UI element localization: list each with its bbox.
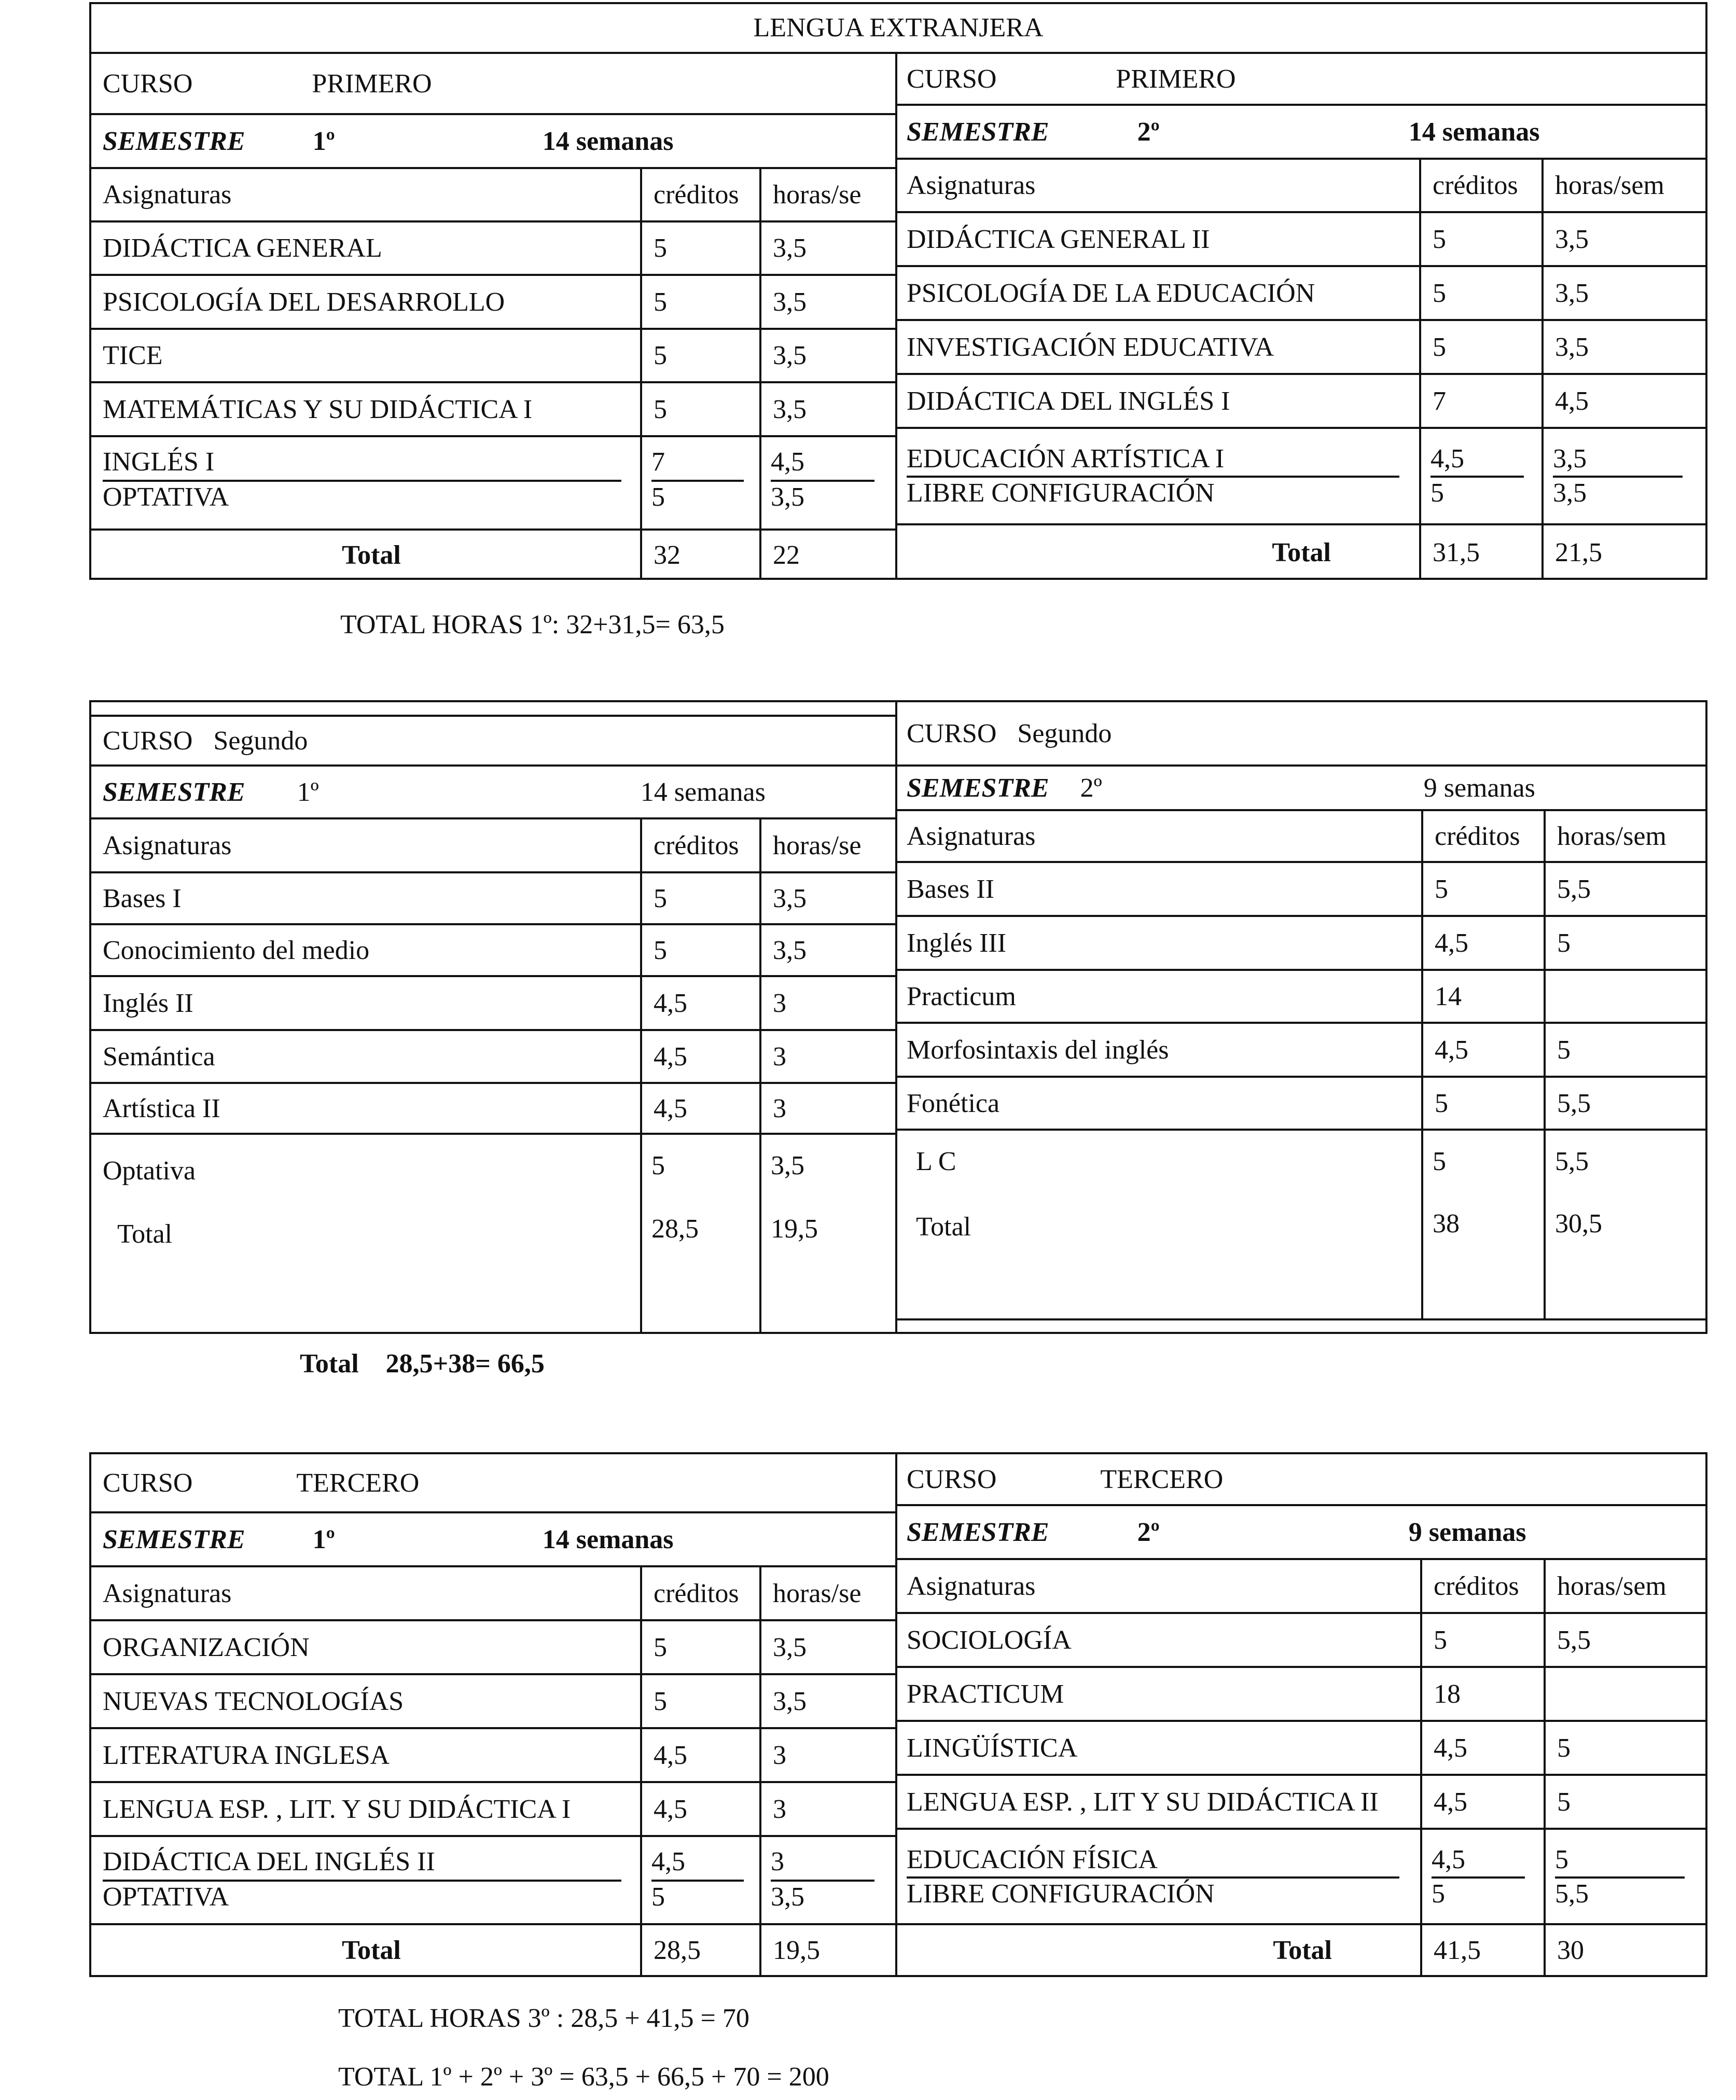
subject-name: SOCIOLOGÍA: [907, 1625, 1072, 1655]
total-label: Total: [1272, 538, 1331, 567]
split-row: [895, 1830, 1705, 1925]
hours-value: 3,5: [771, 482, 804, 512]
subject-name: DIDÁCTICA DEL INGLÉS II: [103, 1847, 435, 1876]
total-hours: 19,5: [771, 1214, 818, 1244]
subject-name: LINGÜÍSTICA: [907, 1733, 1078, 1763]
credits-value: 5: [640, 222, 759, 274]
semestre-label: SEMESTRE: [103, 777, 245, 807]
table-row: [91, 222, 895, 276]
col-header-subjects: Asignaturas: [907, 1571, 1036, 1601]
curso-value: PRIMERO: [312, 68, 432, 99]
subject-name: Inglés III: [907, 928, 1007, 958]
total-label: Total: [1273, 1935, 1332, 1965]
curso-label: CURSO: [907, 64, 997, 94]
table-row: [91, 925, 895, 977]
subject-name: PSICOLOGÍA DE LA EDUCACIÓN: [907, 278, 1315, 308]
col-header-hours: horas/se: [759, 169, 895, 220]
col-header-subjects: Asignaturas: [907, 171, 1036, 200]
subject-name: Fonética: [907, 1088, 1000, 1118]
total-row: [895, 1925, 1705, 1975]
curso-value: PRIMERO: [1116, 64, 1236, 94]
total-label: Total: [342, 1935, 401, 1965]
table-row: [895, 863, 1705, 917]
table-row: [91, 873, 895, 925]
credits-value: 4,5: [1421, 917, 1544, 969]
credits-value: 5: [640, 873, 759, 923]
subject-name: Inglés II: [103, 988, 193, 1018]
hours-value: 3: [759, 1729, 895, 1781]
table-row: [895, 1078, 1705, 1131]
total-credits: 41,5: [1420, 1925, 1544, 1975]
credits-value: 5: [651, 1882, 665, 1912]
table-row: [895, 917, 1705, 971]
year3-summary: TOTAL HORAS 3º : 28,5 + 41,5 = 70: [338, 2004, 749, 2033]
curso-value: Segundo: [1017, 718, 1112, 748]
col-header-subjects: Asignaturas: [103, 180, 232, 210]
split-row: [91, 437, 895, 531]
table-row: [895, 1614, 1705, 1668]
semestre-label: SEMESTRE: [907, 773, 1049, 803]
table-row: [91, 1031, 895, 1084]
total-hours: 19,5: [759, 1925, 895, 1975]
hours-value: 4,5: [1541, 375, 1705, 427]
credits-value: 18: [1420, 1668, 1544, 1720]
table-row: [91, 1729, 895, 1783]
semestre-label: SEMESTRE: [103, 1524, 245, 1554]
col-header-credits: créditos: [640, 1567, 759, 1619]
subject-name: OPTATIVA: [103, 1882, 229, 1912]
hours-value: 3,5: [1541, 213, 1705, 265]
table-row: [895, 321, 1705, 375]
total-credits: 38: [1433, 1209, 1460, 1239]
curso-label: CURSO: [103, 68, 193, 99]
table-row: [895, 971, 1705, 1024]
credits-value: 14: [1421, 971, 1544, 1022]
total-hours: 21,5: [1541, 525, 1705, 580]
subject-name: Bases II: [907, 874, 994, 904]
hours-value: 5: [1544, 917, 1705, 969]
semester-2-panel: [895, 702, 1705, 1332]
hours-value: 3: [759, 1783, 895, 1835]
semestre-value: 1º: [312, 126, 335, 156]
hours-value: 3: [759, 1084, 895, 1133]
col-header-credits: créditos: [1420, 1560, 1544, 1612]
hours-value: 5,5: [1555, 1147, 1589, 1176]
col-header-hours: horas/se: [759, 819, 895, 871]
credits-value: 5: [1419, 321, 1541, 373]
hours-value: 3,5: [771, 1882, 804, 1912]
hours-value: 3,5: [759, 222, 895, 274]
table-row: [895, 1776, 1705, 1830]
table-row: [91, 1621, 895, 1675]
semestre-label: SEMESTRE: [907, 1517, 1049, 1547]
credits-value: 5: [651, 1151, 665, 1180]
credits-value: 5: [651, 482, 665, 512]
subject-name: L C: [916, 1147, 956, 1176]
credits-value: 5: [1433, 1147, 1446, 1176]
subject-name: Bases I: [103, 883, 182, 913]
col-header-credits: créditos: [640, 819, 759, 871]
credits-value: 4,5: [640, 1084, 759, 1133]
subject-name: Practicum: [907, 981, 1016, 1011]
semester-1-panel: [91, 54, 897, 578]
table-row: [895, 1131, 1705, 1320]
credits-value: 4,5: [1431, 444, 1464, 474]
total-credits: 32: [640, 531, 759, 580]
hours-value: 3,5: [1541, 267, 1705, 319]
subject-name: MATEMÁTICAS Y SU DIDÁCTICA I: [103, 394, 533, 424]
hours-value: 5: [1544, 1024, 1705, 1076]
credits-value: 5: [1419, 267, 1541, 319]
subject-name: EDUCACIÓN FÍSICA: [907, 1845, 1158, 1874]
total-credits: 31,5: [1419, 525, 1541, 580]
weeks-value: 9 semanas: [1408, 1517, 1526, 1547]
subject-name: EDUCACIÓN ARTÍSTICA I: [907, 444, 1225, 474]
credits-value: 4,5: [1421, 1024, 1544, 1076]
subject-name: Artística II: [103, 1093, 220, 1123]
total-hours: 30: [1544, 1925, 1705, 1975]
hours-value: 3,5: [771, 1151, 804, 1180]
table-row: [895, 1668, 1705, 1722]
table-row: [895, 1024, 1705, 1078]
year1-summary: TOTAL HORAS 1º: 32+31,5= 63,5: [340, 610, 725, 639]
hours-value: 3: [759, 1031, 895, 1082]
total-row: [91, 531, 895, 580]
hours-value: 3,5: [759, 925, 895, 975]
credits-value: 7: [651, 447, 665, 477]
table-row: [91, 1675, 895, 1729]
credits-value: 7: [1419, 375, 1541, 427]
split-row: [91, 1837, 895, 1925]
curso-value: Segundo: [213, 726, 308, 756]
col-header-subjects: Asignaturas: [103, 1578, 232, 1608]
subject-name: LIBRE CONFIGURACIÓN: [907, 478, 1215, 508]
subject-name: DIDÁCTICA GENERAL: [103, 233, 382, 263]
semestre-value: 2º: [1137, 117, 1160, 147]
semestre-label: SEMESTRE: [103, 126, 245, 156]
hours-value: 5: [1544, 1722, 1705, 1774]
table-row: [91, 276, 895, 330]
total-label: Total: [916, 1212, 971, 1242]
total-credits: 28,5: [651, 1214, 699, 1244]
col-header-hours: horas/sem: [1544, 1560, 1705, 1612]
year2-summary: Total 28,5+38= 66,5: [300, 1349, 545, 1379]
curso-value: TERCERO: [1100, 1464, 1224, 1494]
table-heading: LENGUA EXTRANJERA: [91, 4, 1705, 54]
subject-name: ORGANIZACIÓN: [103, 1632, 310, 1662]
credits-value: 5: [640, 925, 759, 975]
col-header-credits: créditos: [1421, 811, 1544, 861]
credits-value: 4,5: [1420, 1776, 1544, 1828]
subject-name: DIDÁCTICA GENERAL II: [907, 224, 1210, 254]
col-header-subjects: Asignaturas: [103, 830, 232, 860]
subject-name: INVESTIGACIÓN EDUCATIVA: [907, 332, 1274, 362]
credits-value: 5: [640, 330, 759, 381]
table-row: [895, 267, 1705, 321]
hours-value: 4,5: [771, 447, 804, 477]
table-row: [91, 1135, 895, 1334]
hours-value: 3: [771, 1847, 784, 1876]
subject-name: PSICOLOGÍA DEL DESARROLLO: [103, 287, 505, 317]
hours-value: [1544, 971, 1705, 1022]
hours-value: 3,5: [759, 1621, 895, 1673]
credits-value: 4,5: [1432, 1845, 1465, 1874]
total-hours: 22: [759, 531, 895, 580]
credits-value: 5: [640, 276, 759, 328]
semestre-value: 1º: [297, 777, 319, 807]
subject-name: DIDÁCTICA DEL INGLÉS I: [907, 386, 1230, 416]
credits-value: 4,5: [640, 977, 759, 1029]
year3-table: [89, 1452, 1707, 1977]
hours-value: 3,5: [1553, 444, 1587, 474]
total-label: Total: [342, 540, 401, 570]
credits-value: 5: [1421, 863, 1544, 915]
curso-label: CURSO: [103, 726, 193, 756]
credits-value: 4,5: [640, 1031, 759, 1082]
hours-value: 3,5: [759, 383, 895, 435]
semestre-value: 2º: [1137, 1517, 1160, 1547]
subject-name: LENGUA ESP. , LIT Y SU DIDÁCTICA II: [907, 1787, 1379, 1817]
col-header-credits: créditos: [640, 169, 759, 220]
semester-1-panel: [91, 1454, 897, 1975]
subject-name: TICE: [103, 341, 163, 370]
col-header-credits: créditos: [1419, 160, 1541, 211]
total-label: Total: [117, 1219, 173, 1249]
subject-name: NUEVAS TECNOLOGÍAS: [103, 1686, 404, 1716]
subject-name: PRACTICUM: [907, 1679, 1064, 1709]
hours-value: 5,5: [1544, 1078, 1705, 1129]
credits-value: 4,5: [640, 1729, 759, 1781]
split-row: [895, 429, 1705, 525]
table-row: [895, 213, 1705, 267]
credits-value: 4,5: [1420, 1722, 1544, 1774]
semestre-value: 2º: [1080, 773, 1102, 803]
subject-name: LENGUA ESP. , LIT. Y SU DIDÁCTICA I: [103, 1794, 571, 1824]
table-row: [91, 1783, 895, 1837]
subject-name: INGLÉS I: [103, 447, 215, 477]
hours-value: 5,5: [1544, 1614, 1705, 1666]
table-row: [91, 330, 895, 383]
hours-value: 3: [759, 977, 895, 1029]
subject-name: OPTATIVA: [103, 482, 229, 512]
semestre-value: 1º: [312, 1524, 335, 1554]
total-row: [895, 525, 1705, 580]
semester-2-panel: [895, 1454, 1705, 1975]
year2-table: [89, 700, 1707, 1334]
table-row: [91, 1084, 895, 1135]
hours-value: 3,5: [759, 1675, 895, 1727]
weeks-value: 14 semanas: [542, 126, 674, 156]
col-header-hours: horas/sem: [1541, 160, 1705, 211]
table-row: [91, 977, 895, 1031]
credits-value: 4,5: [640, 1783, 759, 1835]
subject-name: Optativa: [103, 1156, 196, 1186]
credits-value: 5: [1431, 478, 1444, 508]
credits-value: 5: [1421, 1078, 1544, 1129]
hours-value: 5,5: [1555, 1879, 1589, 1909]
hours-value: 5,5: [1544, 863, 1705, 915]
table-row: [895, 1722, 1705, 1776]
curso-label: CURSO: [103, 1468, 193, 1498]
hours-value: 5: [1555, 1845, 1568, 1874]
hours-value: 3,5: [1541, 321, 1705, 373]
credits-value: 4,5: [651, 1847, 685, 1876]
hours-value: 3,5: [1553, 478, 1587, 508]
curso-label: CURSO: [907, 718, 997, 748]
grand-total: TOTAL 1º + 2º + 3º = 63,5 + 66,5 + 70 = 200: [338, 2062, 829, 2092]
credits-value: 5: [1420, 1614, 1544, 1666]
subject-name: Semántica: [103, 1041, 215, 1072]
credits-value: 5: [640, 1621, 759, 1673]
hours-value: [1544, 1668, 1705, 1720]
total-credits: 28,5: [640, 1925, 759, 1975]
semester-1-panel: [91, 702, 897, 1332]
hours-value: 5: [1544, 1776, 1705, 1828]
credits-value: 5: [640, 383, 759, 435]
table-row: [895, 375, 1705, 429]
weeks-value: 9 semanas: [1423, 773, 1535, 803]
credits-value: 5: [1419, 213, 1541, 265]
credits-value: 5: [640, 1675, 759, 1727]
hours-value: 3,5: [759, 873, 895, 923]
col-header-subjects: Asignaturas: [907, 821, 1036, 851]
subject-name: LIBRE CONFIGURACIÓN: [907, 1879, 1215, 1909]
curso-value: TERCERO: [296, 1468, 420, 1498]
semester-2-panel: [895, 54, 1705, 578]
hours-value: 3,5: [759, 330, 895, 381]
subject-name: Conocimiento del medio: [103, 935, 370, 965]
subject-name: Morfosintaxis del inglés: [907, 1035, 1169, 1065]
total-hours: 30,5: [1555, 1209, 1602, 1239]
hours-value: 3,5: [759, 276, 895, 328]
subject-name: LITERATURA INGLESA: [103, 1740, 390, 1770]
curso-label: CURSO: [907, 1464, 997, 1494]
semestre-label: SEMESTRE: [907, 117, 1049, 147]
table-row: [91, 383, 895, 437]
weeks-value: 14 semanas: [1408, 117, 1540, 147]
year1-table: [89, 2, 1707, 580]
credits-value: 5: [1432, 1879, 1445, 1909]
weeks-value: 14 semanas: [640, 777, 766, 807]
weeks-value: 14 semanas: [542, 1524, 674, 1554]
col-header-hours: horas/sem: [1544, 811, 1705, 861]
total-row: [91, 1925, 895, 1975]
col-header-hours: horas/se: [759, 1567, 895, 1619]
